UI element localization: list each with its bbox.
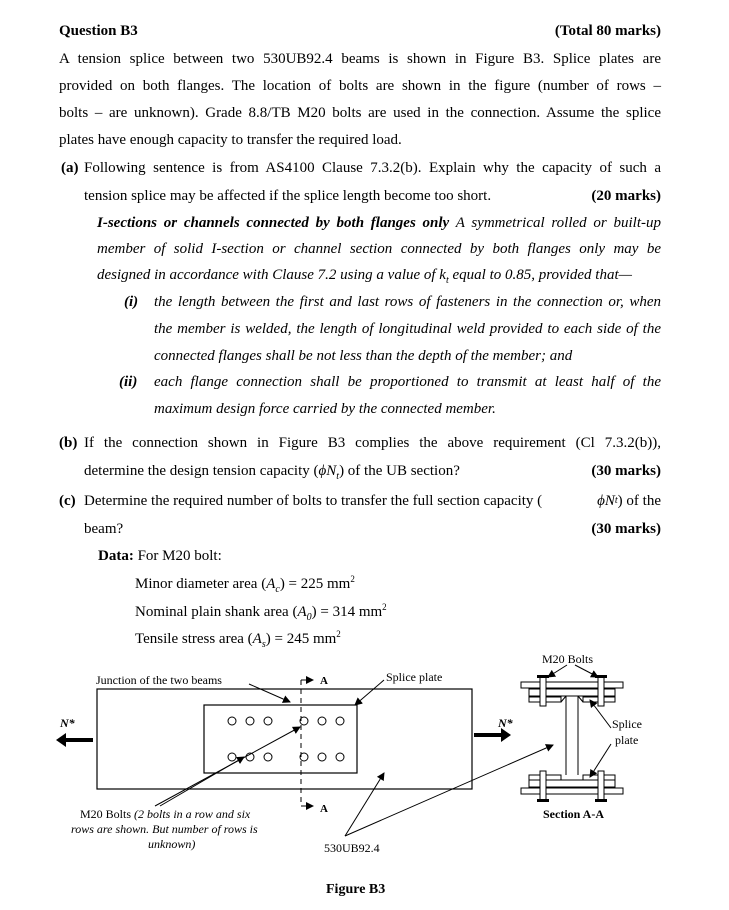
- bolts-note-line-3: unknown): [148, 837, 196, 851]
- bolt: [228, 717, 236, 725]
- data-item-3-sym: A: [252, 631, 262, 647]
- item-i-label: (i): [124, 294, 139, 310]
- part-b-marks: (30 marks): [591, 463, 661, 479]
- force-arrow-right-head: [501, 728, 511, 742]
- data-item-2-value: ) = 314 mm: [311, 604, 383, 620]
- m20-bolts-label: M20 Bolts: [542, 652, 594, 666]
- section-marker-top: A: [320, 675, 328, 687]
- data-item-2-sym: A: [297, 604, 307, 620]
- bolts-leader-2: [160, 757, 244, 806]
- bolt-head: [595, 799, 607, 802]
- item-i-line-1: the length between the first and last rows of fasteners in the connection or, when: [154, 294, 661, 310]
- bolt-section: [540, 771, 546, 800]
- item-i-line-2: the member is welded, the length of longitudinal weld provided to each side of the: [154, 321, 661, 337]
- total-marks: (Total 80 marks): [554, 23, 661, 39]
- bolt-head: [537, 799, 549, 802]
- beam-plan-outline: [97, 689, 472, 789]
- section-label: Section A-A: [543, 807, 604, 821]
- bolt-section: [598, 677, 604, 706]
- data-item-1-sup: 2: [350, 574, 355, 584]
- section-arrow-bottom: [306, 802, 314, 810]
- bolt: [264, 753, 272, 761]
- part-c-line-2: beam?: [84, 521, 124, 537]
- bolts-note-tail: (2 bolts in a row and six: [134, 807, 251, 821]
- part-b-line-1: If the connection shown in Figure B3 complies the above requirement (Cl 7.3.2(b)),: [84, 435, 661, 451]
- splice-plate-leader: [355, 680, 384, 705]
- part-a-line-1: Following sentence is from AS4100 Clause 7.3.2(b). Explain why the capacity of such a: [84, 160, 661, 176]
- part-c-line-1-b: ) of the: [617, 493, 661, 509]
- phi-nt-sub: t: [336, 471, 340, 482]
- bolt-head: [537, 675, 549, 678]
- force-right-label: N*: [498, 716, 513, 730]
- bolt-section: [598, 771, 604, 800]
- data-item-2-sub: 0: [306, 612, 312, 623]
- quote-line-1-rest: A symmetrical rolled or built-up: [449, 215, 661, 231]
- question-title: Question B3: [59, 23, 138, 39]
- bolts-note-line-2: rows are shown. But number of rows is: [71, 822, 258, 836]
- part-a-line-2: tension splice may be affected if the splice length become too short.: [84, 188, 492, 204]
- part-a-label: (a): [61, 160, 79, 176]
- bolt-row-top: [228, 717, 344, 725]
- bolt: [246, 717, 254, 725]
- intro-line-1: A tension splice between two 530UB92.4 beams is shown in Figure B3. Splice plates are: [59, 51, 661, 67]
- part-a-marks: (20 marks): [591, 188, 661, 204]
- data-item-1-text: Minor diameter area (: [135, 576, 267, 592]
- web-fillet-top: [561, 696, 583, 702]
- data-item-1-sub: c: [275, 584, 280, 595]
- bottom-splice-plate-outer: [521, 788, 623, 794]
- section-a-a-drawing: [521, 675, 623, 802]
- bolt: [318, 753, 326, 761]
- section-marker-bottom: A: [320, 803, 328, 815]
- data-item-2-sup: 2: [382, 602, 387, 612]
- data-item-1-sym: A: [266, 576, 276, 592]
- data-item-2-text: Nominal plain shank area (: [135, 604, 298, 620]
- item-i-line-3: connected flanges shall be not less than the depth of the member; and: [154, 348, 573, 364]
- junction-label: Junction of the two beams: [96, 673, 222, 687]
- bolt: [228, 753, 236, 761]
- part-b-line-2-a: determine the design tension capacity (: [84, 463, 319, 479]
- data-label-rest: For M20 bolt:: [133, 548, 222, 564]
- data-item-3-sub: s: [261, 639, 266, 650]
- force-left-label: N*: [60, 716, 75, 730]
- bolt: [264, 717, 272, 725]
- kt-subscript: t: [445, 275, 449, 286]
- quote-line-3-a: designed in accordance with Clause 7.2 using a value of k: [97, 267, 446, 283]
- part-b-line-2-b: ) of the UB section?: [339, 463, 460, 479]
- bolt-section: [540, 677, 546, 706]
- part-c-line-1-a: Determine the required number of bolts to transfer the full section capacity (: [84, 493, 543, 509]
- intro-line-3: bolts – are unknown). Grade 8.8/TB M20 bolts are used in the connection. Assume the splice: [59, 105, 661, 121]
- splice-label-line-2: plate: [615, 733, 639, 747]
- data-item-3-text: Tensile stress area (: [135, 631, 253, 647]
- web: [566, 696, 578, 775]
- bolt: [336, 717, 344, 725]
- quote-line-3-b: equal to 0.85, provided that—: [448, 267, 632, 283]
- data-item-3-value: ) = 245 mm: [265, 631, 337, 647]
- data-item-1-value: ) = 225 mm: [279, 576, 351, 592]
- figure-caption: Figure B3: [326, 882, 386, 897]
- part-b-label: (b): [59, 435, 78, 451]
- beam-label: 530UB92.4: [324, 841, 380, 855]
- phi-nt-symbol: ϕN: [318, 463, 337, 479]
- part-c-label: (c): [59, 493, 76, 509]
- beam-leader-1: [345, 773, 384, 836]
- bolt: [318, 717, 326, 725]
- data-item-3-sup: 2: [336, 629, 341, 639]
- top-splice-plate-outer: [521, 682, 623, 688]
- phi-nt-sub-c: t: [614, 495, 618, 506]
- quote-heading: I-sections or channels connected by both flanges only: [97, 215, 450, 231]
- phi-nt-symbol-c: ϕN: [597, 493, 615, 509]
- junction-leader: [249, 684, 290, 702]
- intro-line-4: plates have enough capacity to transfer the required load.: [59, 132, 402, 148]
- m20-leader-1: [548, 665, 567, 677]
- data-label: Data:: [98, 548, 134, 564]
- splice-plate-label: Splice plate: [386, 670, 443, 684]
- item-ii-label: (ii): [119, 374, 138, 390]
- section-arrow-top: [306, 676, 314, 684]
- bolt: [336, 753, 344, 761]
- beam-leader-2: [345, 745, 553, 836]
- bolts-note-line-1: [80, 807, 251, 821]
- splice-label-line-1: Splice: [612, 717, 642, 731]
- intro-line-2: provided on both flanges. The location of bolts are shown in the figure (number of rows –: [59, 78, 661, 94]
- part-c-marks: (30 marks): [591, 521, 661, 537]
- quote-line-2: member of solid I-section or channel section connected by both flanges only may be: [97, 241, 661, 257]
- splice-plate-plan: [204, 705, 357, 773]
- force-arrow-left-head: [56, 733, 66, 747]
- item-ii-line-1: each flange connection shall be proportioned to transmit at least half of the: [154, 374, 661, 390]
- bolts-note-head: M20 Bolts: [80, 807, 135, 821]
- m20-leader-2: [575, 665, 598, 677]
- item-ii-line-2: maximum design force carried by the connected member.: [154, 401, 496, 417]
